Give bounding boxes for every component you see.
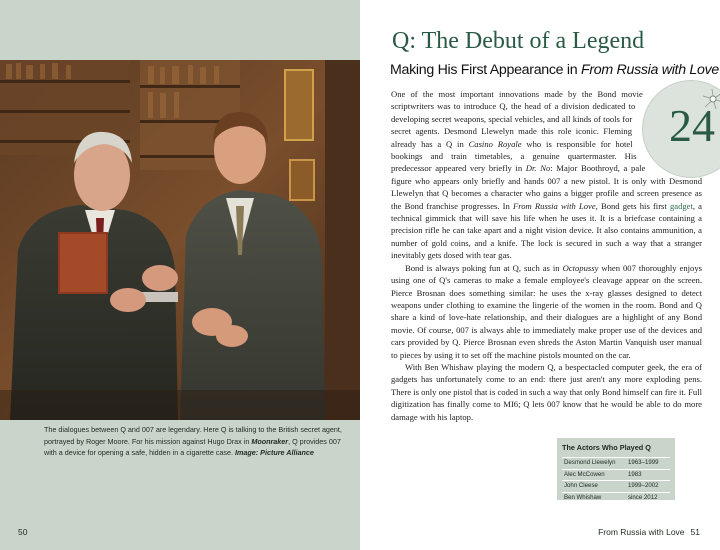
subtitle-lead: Making His First Appearance in bbox=[390, 62, 581, 78]
caption-image-credit: Image: Picture Alliance bbox=[235, 448, 314, 458]
film-still-photo bbox=[0, 60, 360, 420]
table-row bbox=[562, 492, 670, 503]
p1-text-c: : Major Boothroyd, a pale figure who appears only briefly and hands 007 a new pistol. It is only with Desmond Llewelyn that Q becomes a character who gains a bigger profile and screen presence as the Bond franchise progresses. In bbox=[391, 163, 702, 211]
table-row bbox=[562, 481, 670, 493]
actor-years: 1999–2002 bbox=[626, 481, 670, 493]
p1-film-casino-royale: Casino Royale bbox=[468, 138, 522, 149]
chapter-title: Q: The Debut of a Legend bbox=[392, 28, 645, 54]
caption-text: The dialogues between Q and 007 are legendary. Here Q is talking to the British secret agent, portrayed by Roger Moore. For his mission against Hugo Drax in bbox=[44, 425, 342, 446]
article-body bbox=[391, 88, 715, 423]
actor-years: 1963–1999 bbox=[626, 458, 670, 470]
actor-name: Ben Whishaw bbox=[562, 492, 626, 503]
actors-table bbox=[562, 457, 670, 503]
running-footer bbox=[592, 527, 700, 537]
footer-chapter-name: From Russia with Love bbox=[598, 527, 685, 537]
actor-name: Alec McCowen bbox=[562, 469, 626, 481]
subtitle-film: From Russia with Love bbox=[581, 62, 719, 78]
caption-film-title: Moonraker bbox=[251, 436, 289, 446]
right-page bbox=[360, 0, 720, 550]
p1-film-from-russia: From Russia with Love bbox=[512, 200, 596, 211]
page-number-right: 51 bbox=[690, 527, 700, 537]
p1-text-d: , Bond gets his first bbox=[595, 200, 670, 211]
p1-text-a: One of the most important innovations made by the Bond movie scriptwriters was to introduce Q, the head of a division dedicated to developing secret weapons, special vehicles, and all kinds of tools for secret agents. Desmond Llewelyn made this role iconic. Fleming already has a Q in bbox=[391, 89, 643, 149]
page-number-left: 50 bbox=[18, 527, 28, 537]
chapter-number-badge bbox=[628, 82, 720, 170]
caption-text-2: , Q provides 007 with a device for opening a safe, hidden in a cigarette case. bbox=[44, 436, 341, 458]
actor-name: Desmond Llewelyn bbox=[562, 458, 626, 470]
q-and-bond-photo bbox=[0, 60, 360, 420]
table-row bbox=[562, 469, 670, 481]
p2-text-a: Bond is always poking fun at Q, such as in bbox=[405, 262, 563, 273]
p1-text-b: who is responsible for hotel bookings and train timetables, a genuine quartermaster. His predecessor appeared very briefly in bbox=[391, 138, 637, 174]
p3-text-a: With Ben Whishaw playing the modern Q, a bespectacled computer geek, the era of gadgets has unfortunately come to an end: there just aren't any more exploding pens. There is only one pistol that is coded in such a way that only Bond himself can fire it. Full digitization has finally come to MI6; Q lets 007 know that he would be able to do more damage with his laptop. bbox=[391, 361, 702, 422]
actor-years: 1983 bbox=[626, 469, 670, 481]
table-row bbox=[562, 458, 670, 470]
actors-sidebar-box bbox=[557, 438, 675, 500]
p1-film-dr-no: Dr. No bbox=[525, 163, 551, 174]
actor-years: since 2012 bbox=[626, 492, 670, 503]
photo-caption bbox=[44, 424, 344, 459]
p2-film-octopussy: Octopussy bbox=[562, 262, 599, 273]
chapter-subtitle bbox=[390, 62, 719, 78]
actor-name: John Cleese bbox=[562, 481, 626, 493]
p1-text-e: , a technical gimmick that will save his life when he uses it. It is a briefcase containing a precision rifle he can take apart and a night vision device. It also contains ammunition, a number of gold coins, and a knife. The lock is secured in such a way that a stranger inevitably gets dosed with tear gas. bbox=[391, 200, 702, 261]
p1-gadget-term: gadget bbox=[669, 200, 693, 211]
p2-text-b: when 007 thoroughly enjoys using one of Q's cameras to make a female employee's cleavage appear on the screen. Pierce Brosnan does something similar: he uses the x-ray glasses designed to detect weapons under clothing to examine the lingerie of the women in the room. Bond and Q share a kind of love-hate relationship, and their dialogues are a highlight of any Bond movie. Of course, 007 is always able to immediately make proper use of the devices and cars provided by Q. Pierce Brosnan even shreds the Aston Martin Vanquish user manual to pieces by using it to set off the machine pistols mounted on the car. bbox=[391, 262, 702, 360]
paragraph-2 bbox=[391, 262, 702, 361]
chapter-number: 24 bbox=[669, 100, 715, 151]
paragraph-3 bbox=[391, 361, 702, 423]
actors-box-heading: The Actors Who Played Q bbox=[562, 443, 651, 452]
